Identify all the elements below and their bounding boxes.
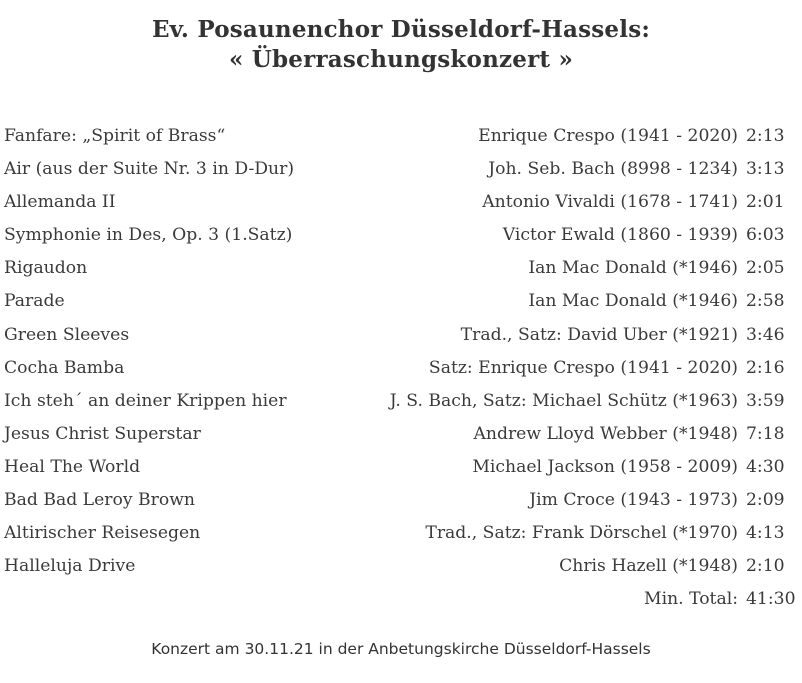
program-row [0,451,802,484]
program-list [0,120,802,616]
composer-name: Satz: Enrique Crespo (1941 - 2020) [428,357,738,378]
composer-name: Enrique Crespo (1941 - 2020) [478,126,738,146]
page-title-line-1: Ev. Posaunenchor Düsseldorf-Hassels: [151,16,651,43]
program-row [0,550,802,583]
total-label: Min. Total: [643,589,738,610]
program-row [0,385,802,418]
total-duration: 41:30 [746,589,796,610]
piece-duration: 3:59 [746,390,785,411]
composer-name: Chris Hazell (*1948) [559,556,738,577]
piece-title: Allemanda II [4,192,116,213]
composer-name: Victor Ewald (1860 - 1939) [502,225,738,246]
composer-name: Jim Croce (1943 - 1973) [529,490,738,511]
piece-duration: 4:13 [746,523,785,544]
piece-title: Altirischer Reisesegen [4,523,201,544]
piece-title: Halleluja Drive [4,556,136,577]
program-row [0,120,802,153]
piece-title: Air (aus der Suite Nr. 3 in D-Dur) [4,159,295,180]
piece-title: Parade [4,291,65,312]
program-row [0,219,802,252]
piece-title: Fanfare: „Spirit of Brass“ [4,126,226,146]
piece-duration: 2:10 [746,556,785,577]
piece-duration: 2:09 [746,490,785,511]
piece-title: Green Sleeves [4,324,130,345]
program-row [0,186,802,219]
piece-title: Cocha Bamba [4,357,125,378]
program-row [0,319,802,352]
composer-name: Ian Mac Donald (*1946) [528,291,738,312]
piece-duration: 2:01 [746,192,785,213]
piece-duration: 2:05 [746,258,785,279]
piece-title: Jesus Christ Superstar [4,423,201,444]
piece-duration: 4:30 [746,456,785,477]
program-row [0,418,802,451]
piece-duration: 3:46 [746,324,785,345]
program-row [0,153,802,186]
composer-name: Trad., Satz: David Uber (*1921) [460,324,738,345]
composer-name: Andrew Lloyd Webber (*1948) [473,423,738,444]
composer-name: J. S. Bach, Satz: Michael Schütz (*1963) [389,390,738,411]
composer-name: Joh. Seb. Bach (8998 - 1234) [488,159,738,180]
piece-title: Symphonie in Des, Op. 3 (1.Satz) [4,225,293,246]
concert-info-footer: Konzert am 30.11.21 in der Anbetungskirche Düsseldorf-Hassels [151,640,651,658]
program-row [0,352,802,385]
composer-name: Antonio Vivaldi (1678 - 1741) [482,192,738,213]
piece-duration: 6:03 [746,225,785,246]
piece-title: Ich steh´ an deiner Krippen hier [4,390,287,411]
piece-duration: 2:13 [746,126,785,146]
piece-duration: 3:13 [746,159,785,180]
composer-name: Ian Mac Donald (*1946) [528,258,738,279]
program-row [0,285,802,318]
composer-name: Michael Jackson (1958 - 2009) [472,456,738,477]
piece-title: Heal The World [4,456,141,477]
piece-duration: 2:58 [746,291,785,312]
program-row [0,484,802,517]
piece-duration: 7:18 [746,423,785,444]
piece-duration: 2:16 [746,357,785,378]
piece-title: Rigaudon [4,258,88,279]
total-row [0,583,802,616]
program-row [0,517,802,550]
program-row [0,252,802,285]
composer-name: Trad., Satz: Frank Dörschel (*1970) [425,523,738,544]
page-title-line-2: « Überraschungskonzert » [228,46,574,73]
piece-title: Bad Bad Leroy Brown [4,490,195,511]
